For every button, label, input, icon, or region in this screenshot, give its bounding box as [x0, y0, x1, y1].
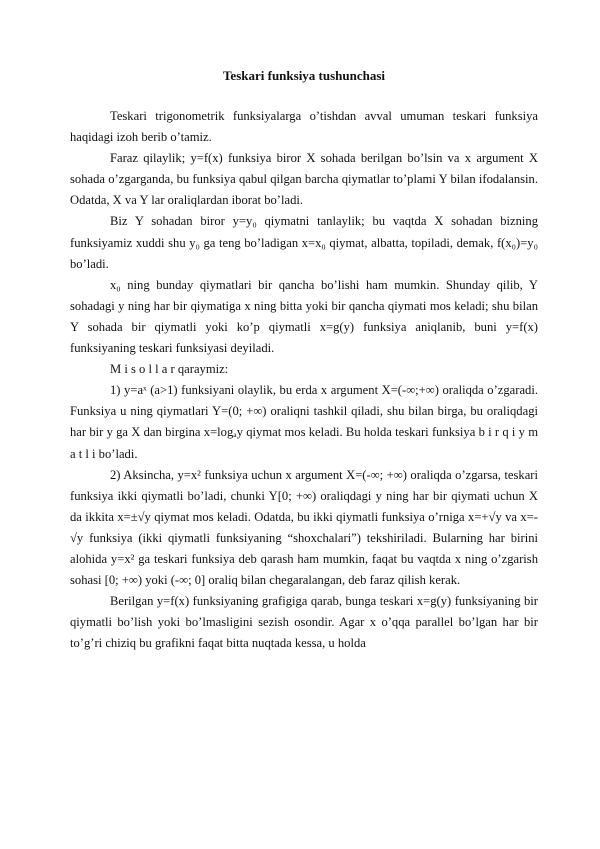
paragraph-2: Faraz qilaylik; y=f(x) funksiya biror X sohada berilgan bo’lsin va x argument X sohada o’zgarganda, bu funksiya qabul qilgan barcha qiymatlar to’plami Y bilan ifodalansin. Odatda, X va Y lar oraliqlardan iborat bo’ladi.	[70, 151, 538, 208]
paragraph-7: 2) Aksincha, y=x² funksiya uchun x argument X=(-∞; +∞) oraliqda o’zgarsa, teskari funksiya ikki qiymatli bo’ladi, chunki Y[0; +∞) oraliqdagi y ning har bir qiymati uchun X da ikkita x=±√y qiymat mos keladi. Odatda, bu ikki qiymatli funksiya o’rniga x=+√y va x=-√y funksiya (ikki qiymatli funksiyaning “shoxchalari”) tekshiriladi. Bularning har birini alohida y=x² ga teskari funksiya deb qarash ham mumkin, faqat bu vaqtda x ning o’zgarish sohasi [0; +∞) yoki (-∞; 0] oraliq bilan chegaralangan, deb faraz qilish kerak.	[70, 467, 538, 588]
page-title: Teskari funksiya tushunchasi	[222, 68, 386, 83]
paragraph-8: Berilgan y=f(x) funksiyaning grafigiga qarab, bunga teskari x=g(y) funksiyaning bir qiymatli bo’lish yoki bo’lmasligini sezish osondir. Agar x o’qqa parallel bo’lgan har bir to’g’ri chiziq bu grafikni faqat bitta nuqtada kessa, u holda	[70, 594, 538, 651]
paragraph-4: x₀ ning bunday qiymatlari bir qancha bo’lishi ham mumkin. Shunday qilib, Y sohadagi y ning har bir qiymatiga x ning bitta yoki bir qancha qiymati mos keladi; shu bilan Y sohada bir qiymatli yoki ko’p qiymatli x=g(y) funksiya aniqlanib, buni y=f(x) funksiyaning teskari funksiyasi deyiladi.	[70, 277, 538, 356]
paragraph-6: 1) y=aˣ (a>1) funksiyani olaylik, bu erda x argument X=(-∞;+∞) oraliqda o’zgaradi. Funksiya u ning qiymatlari Y=(0; +∞) oraliqni tashkil qiladi, shu bilan birga, bu oraliqdagi har bir y ga X dan birgina x=logₐy qiymat mos keladi. Bu holda teskari funksiya b i r q i y m a t l i bo’ladi.	[70, 383, 538, 461]
paragraph-1: Teskari trigonometrik funksiyalarga o’tishdan avval umuman teskari funksiya haqidagi izoh berib o’tamiz.	[70, 109, 538, 145]
paragraph-5: M i s o l l a r qaraymiz:	[110, 362, 229, 377]
paragraph-3: Biz Y sohadan biror y=y₀ qiymatni tanlaylik; bu vaqtda X sohadan bizning funksiyamiz xuddi shu y₀ ga teng bo’ladigan x=x₀ qiymat, albatta, topiladi, demak, f(x₀)=y₀ bo’ladi.	[70, 214, 538, 271]
